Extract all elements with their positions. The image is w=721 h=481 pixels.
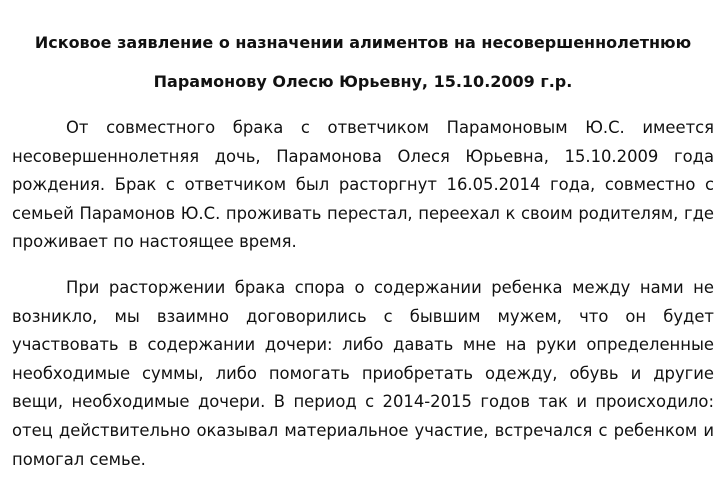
paragraph-1: От совместного брака с ответчиком Парамоновым Ю.С. имеется несовершеннолетняя дочь, Парамонова Олеся Юрьевна, 15.10.2009 года рождения. Брак с ответчиком был расторгнут 16.05.2014 года, совместно с семьей Парамонов Ю.С. проживать перестал, переехал к своим родителям, где проживает по настоящее время. (12, 118, 714, 252)
paragraph-2: При расторжении брака спора о содержании ребенка между нами не возникло, мы взаимно договорились с бывшим мужем, что он будет участвовать в содержании дочери: либо давать мне на руки определенные необходимые суммы, либо помогать приобретать одежду, обувь и другие вещи, необходимые дочери. В период с 2014-2015 годов так и происходило: отец действительно оказывал материальное участие, встречался с ребенком и помогал семье. (12, 277, 714, 469)
document-title-line-1: Исковое заявление о назначении алиментов на несовершеннолетнюю (34, 33, 692, 52)
document-page (12, 0, 714, 474)
document-title-line-2: Парамонову Олесю Юрьевну, 15.10.2009 г.р. (153, 72, 573, 91)
